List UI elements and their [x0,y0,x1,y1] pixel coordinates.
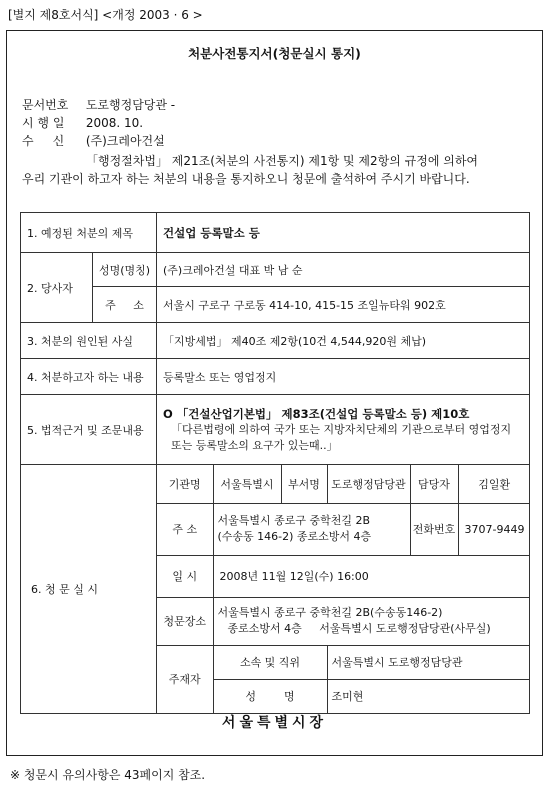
r5-value [157,395,530,465]
recipient-key: 수 신 [22,134,65,148]
r2-label: 2. 당사자 [21,253,93,323]
place-line-1: 서울특별시 종로구 중학천길 2B(수송동146-2) [217,606,443,619]
agency-value: 서울특별시 [213,465,281,503]
datetime-key: 일 시 [157,555,213,597]
datetime-value: 2008년 11월 12일(수) 16:00 [213,555,530,597]
notice-line-2: 우리 기관이 하고자 하는 처분의 내용을 통지하오니 청문에 출석하여 주시기 바랍니다. [22,172,470,186]
agency-key: 기관명 [157,465,213,503]
r4-value: 등록말소 또는 영업정지 [157,359,530,395]
row-hearing [21,465,530,714]
notice-body [22,152,528,188]
host-name-value: 조미현 [327,679,530,713]
place-value [213,597,530,645]
host-key: 주재자 [157,645,213,713]
hearing-address-value [213,503,410,555]
hearing-address-line-2: (수송동 146-2) 종로소방서 4층 [217,530,372,543]
row-party-name [21,253,530,287]
recipient-value: (주)크레아건설 [85,134,165,148]
row-cause [21,323,530,359]
notice-line-1: 「행정절차법」 제21조(처분의 사전통지) 제1항 및 제2항의 규정에 의하여 [86,154,478,168]
hearing-address-key: 주 소 [157,503,213,555]
issuer-signature: 서울특별시장 [221,715,328,731]
r2-name-key: 성명(명칭) [93,253,157,287]
r5-law-line: O 「건설산업기본법」 제83조(건설업 등록말소 등) 제10호 [163,406,470,421]
footnote: ※ 청문시 유의사항은 43페이지 참조. [10,768,206,782]
r2-address-key: 주 소 [93,287,157,323]
doc-number-line [22,96,175,113]
r2-address-value: 서울시 구로구 구로동 414-10, 415-15 조일뉴타워 902호 [157,287,530,323]
hearing-table [157,465,530,713]
doc-number-key: 문서번호 [22,98,69,112]
doc-number-value: 도로행정담당관 - [85,98,176,112]
r5-label: 5. 법적근거 및 조문내용 [21,395,157,465]
officer-key: 담당자 [410,465,458,503]
r2-name-value: (주)크레아건설 대표 박 남 순 [157,253,530,287]
row-disposition-title [21,213,530,253]
row-content [21,359,530,395]
host-position-key: 소속 및 직위 [213,645,327,679]
dept-key: 부서명 [281,465,327,503]
officer-value: 김일환 [458,465,530,503]
r5-law-detail: 「다른법령에 의하여 국가 또는 지방자치단체의 기관으로부터 영업정지 또는 등록말소의 요구가 있는때..」 [171,422,512,452]
date-key: 시 행 일 [22,116,65,130]
host-position-value: 서울특별시 도로행정담당관 [327,645,530,679]
tel-key: 전화번호 [410,503,458,555]
r4-label: 4. 처분하고자 하는 내용 [21,359,157,395]
tel-value: 3707-9449 [458,503,530,555]
row-party-address [21,287,530,323]
recipient-line [22,132,165,149]
date-value: 2008. 10. [85,116,144,130]
hearing-address-line-1: 서울특별시 종로구 중학천길 2B [217,514,371,527]
place-key: 청문장소 [157,597,213,645]
document-title: 처분사전통지서(청문실시 통지) [188,46,361,61]
r3-label: 3. 처분의 원인된 사실 [21,323,157,359]
notice-table [20,212,530,714]
host-name-key: 성 명 [213,679,327,713]
place-line-2: 종로소방서 4층 서울특별시 도로행정담당관(사무실) [227,622,491,635]
r3-value: 「지방세법」 제40조 제2항(10건 4,544,920원 체납) [157,323,530,359]
dept-value: 도로행정담당관 [327,465,410,503]
form-label: [별지 제8호서식] <개정 2003 · 6 > [8,8,203,22]
row-legal-basis [21,395,530,465]
date-line [22,114,143,131]
r6-label: 6. 청 문 실 시 [21,465,157,714]
r1-label: 1. 예정된 처분의 제목 [21,213,157,253]
hearing-details [157,465,530,714]
r1-value: 건설업 등록말소 등 [157,213,530,253]
